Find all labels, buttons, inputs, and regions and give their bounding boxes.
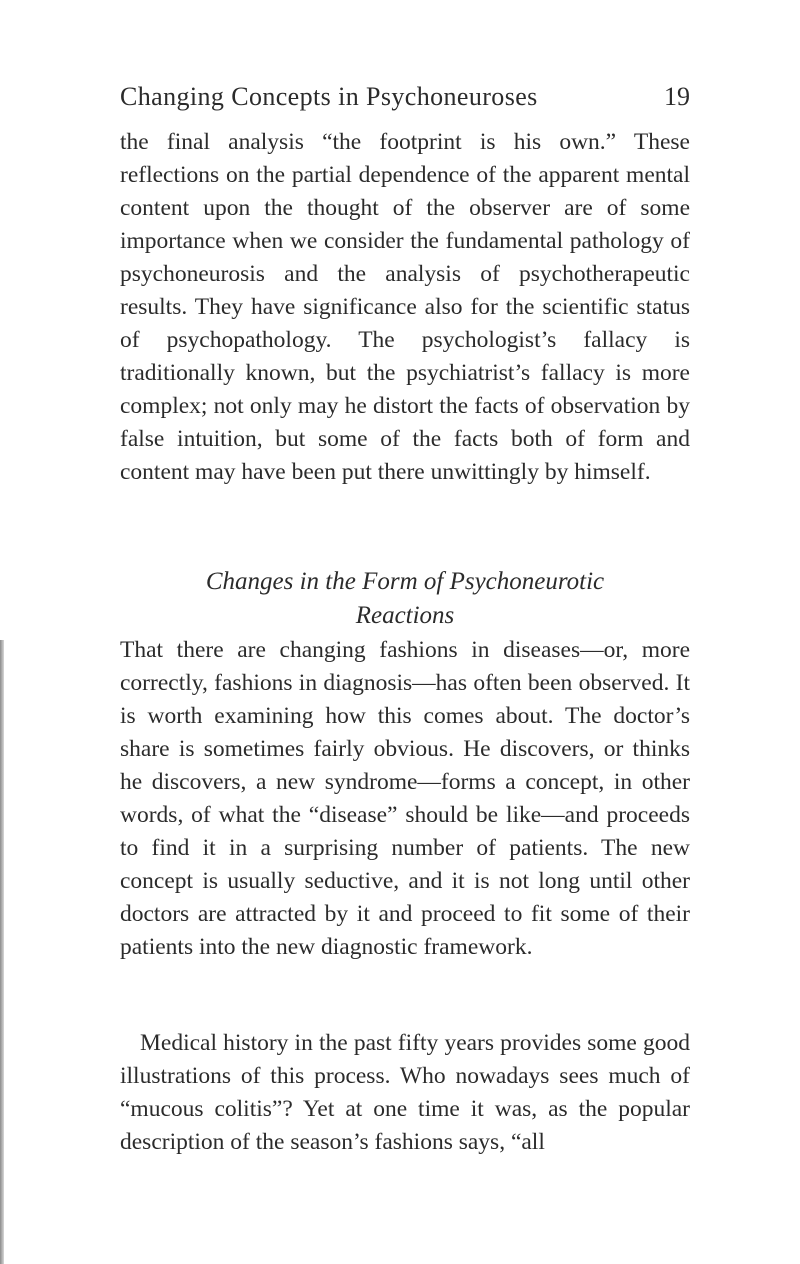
running-head [120,82,690,122]
paragraph-1 [120,126,690,489]
section-heading-line-1: Changes in the Form of Psychoneurotic [205,568,605,595]
page-number: 19 [664,82,690,111]
paragraph-2-text: That there are changing fashions in diseases—or, more correctly, fashions in diagnosis—has often been observed. It is worth examining how this comes about. The doctor’s share is sometimes fairly obvious. He discovers, or thinks he discovers, a new syndrome—forms a concept, in other words, of what the “disease” should be like—and proceeds to find it in a surprising number of patients. The new concept is usually seductive, and it is not long until other doctors are attracted by it and proceed to fit some of their patients into the new diagnostic framework. [120,637,690,960]
section-heading-line-2: Reactions [355,602,455,629]
paragraph-2 [120,634,690,964]
page-edge-shadow [0,640,4,1264]
paragraph-3-text: Medical history in the past fifty years provides some good illustrations of this process. Who nowadays sees much of “mucous colitis”? Yet at one time it was, as the popular description of the season’s fashions says, “all [120,1030,690,1155]
running-title: Changing Concepts in Psychoneuroses [120,82,538,111]
paragraph-1-text: the final analysis “the footprint is his own.” These reflections on the partial dependence of the apparent mental content upon the thought of the observer are of some importance when we consider the fundamental pathology of psychoneurosis and the analysis of psychotherapeutic results. They have significance also for the scientific status of psychopathology. The psychologist’s fallacy is traditionally known, but the psychiatrist’s fallacy is more complex; not only may he distort the facts of observation by false intuition, but some of the facts both of form and content may have been put there unwittingly by himself. [120,129,690,485]
section-heading [120,565,690,633]
paragraph-3 [120,1027,690,1159]
